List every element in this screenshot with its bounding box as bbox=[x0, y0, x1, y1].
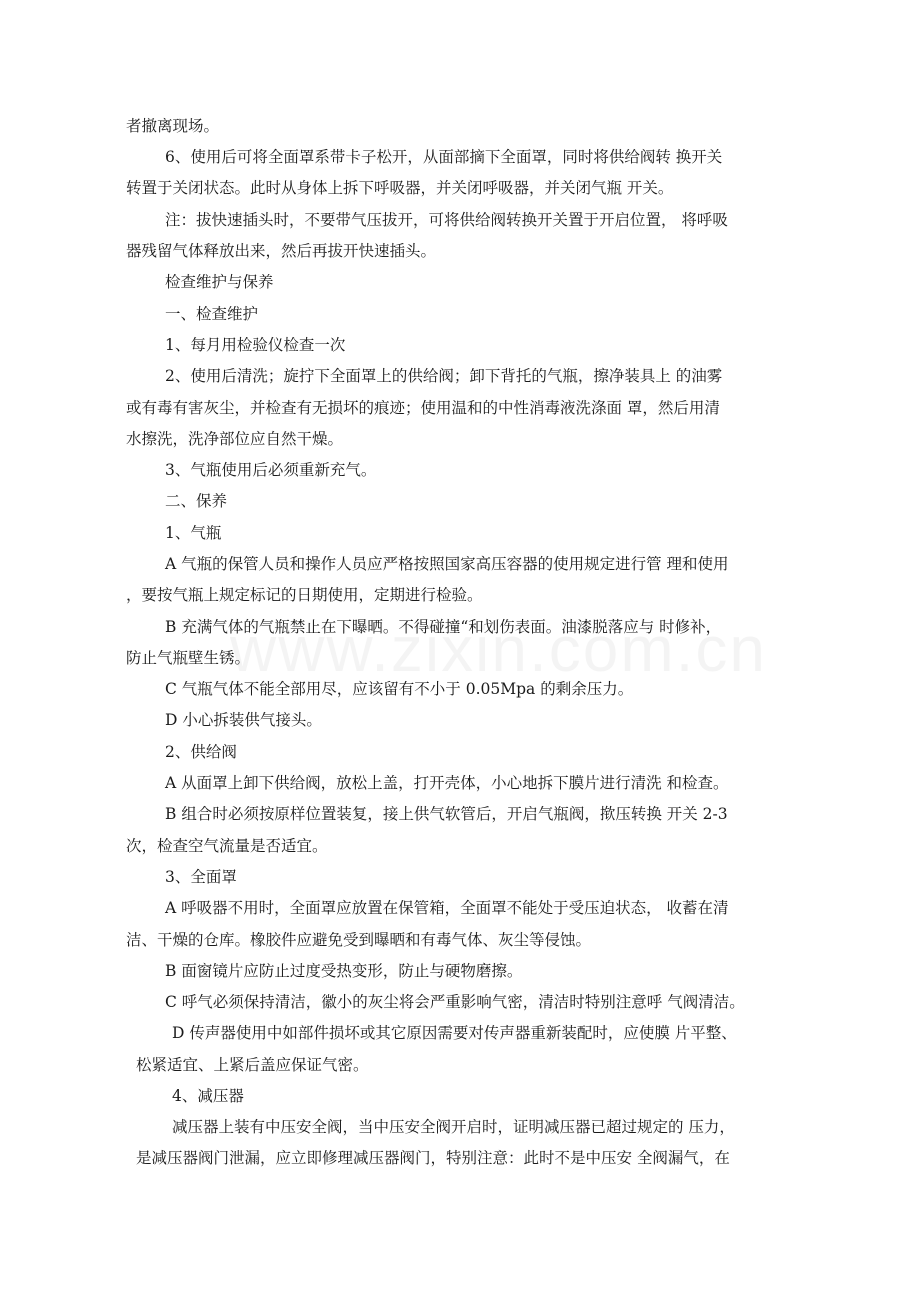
text-line: D 传声器使用中如部件损坏或其它原因需要对传声器重新装配时，应使膜 片平整、 bbox=[172, 1024, 737, 1042]
text-line: B 面窗镜片应防止过度受热变形，防止与硬物磨擦。 bbox=[165, 962, 523, 980]
text-line: 次，检查空气流量是否适宜。 bbox=[126, 837, 328, 855]
text-line: 一、检查维护 bbox=[165, 305, 259, 323]
text-line: 6、使用后可将全面罩系带卡子松开，从面部摘下全面罩，同时将供给阀转 换开关 bbox=[165, 148, 723, 166]
text-line: 转置于关闭状态。此时从身体上拆下呼吸器，并关闭呼吸器，并关闭气瓶 开关。 bbox=[126, 179, 674, 197]
text-line: A 气瓶的保管人员和操作人员应严格按照国家高压容器的使用规定进行管 理和使用 bbox=[165, 555, 729, 573]
text-line: 2、供给阀 bbox=[165, 743, 237, 761]
text-line: D 小心拆装供气接头。 bbox=[165, 711, 322, 729]
text-line: 水擦洗，洗净部位应自然干燥。 bbox=[126, 430, 344, 448]
text-line: 防止气瓶壁生锈。 bbox=[126, 649, 251, 667]
text-line: 1、气瓶 bbox=[165, 524, 222, 542]
text-line: 3、全面罩 bbox=[165, 868, 237, 886]
text-line: 3、气瓶使用后必须重新充气。 bbox=[165, 461, 377, 479]
text-line: 或有毒有害灰尘，并检查有无损坏的痕迹；使用温和的中性消毒液洗涤面 罩，然后用清 bbox=[126, 399, 720, 417]
text-line: ，要按气瓶上规定标记的日期使用，定期进行检验。 bbox=[126, 586, 483, 604]
text-line: A 从面罩上卸下供给阀，放松上盖，打开壳体，小心地拆下膜片进行清洗 和检查。 bbox=[165, 774, 729, 792]
text-line: 注：拔快速插头时，不要带气压拔开，可将供给阀转换开关置于开启位置， 将呼吸 bbox=[165, 211, 728, 229]
text-line: B 充满气体的气瓶禁止在下曝晒。不得碰撞“和划伤表面。油漆脱落应与 时修补， bbox=[165, 618, 722, 636]
text-line: B 组合时必须按原样位置装复，接上供气软管后，开启气瓶阀，揿压转换 开关 2-3 bbox=[165, 805, 728, 823]
text-line: 2、使用后清洗；旋拧下全面罩上的供给阀；卸下背托的气瓶，擦净装具上 的油雾 bbox=[165, 367, 723, 385]
text-line: A 呼吸器不用时，全面罩应放置在保管箱，全面罩不能处于受压迫状态， 收蓄在清 bbox=[165, 899, 729, 917]
text-line: 二、保养 bbox=[165, 492, 228, 510]
text-line: 器残留气体释放出来，然后再拔开快速插头。 bbox=[126, 242, 437, 260]
text-line: 洁、干燥的仓库。橡胶件应避免受到曝晒和有毒气体、灰尘等侵蚀。 bbox=[126, 931, 592, 949]
text-line: 4、减压器 bbox=[172, 1087, 244, 1105]
text-line: 者撤离现场。 bbox=[126, 117, 220, 135]
text-line: 减压器上装有中压安全阀，当中压安全阀开启时，证明减压器已超过规定的 压力， bbox=[172, 1118, 735, 1136]
text-line: 是减压器阀门泄漏，应立即修理减压器阀门，特别注意：此时不是中压安 全阀漏气，在 bbox=[136, 1149, 730, 1167]
text-line: C 呼气必须保持清洁，徽小的灰尘将会严重影响气密，清洁时特别注意呼 气阀清洁。 bbox=[165, 993, 745, 1011]
text-line: 检查维护与保养 bbox=[165, 273, 274, 291]
text-line: 1、每月用检验仪检查一次 bbox=[165, 336, 346, 354]
text-line: C 气瓶气体不能全部用尽，应该留有不小于 0.05Mpa 的剩余压力。 bbox=[165, 680, 634, 698]
text-line: 松紧适宜、上紧后盖应保证气密。 bbox=[136, 1056, 369, 1074]
